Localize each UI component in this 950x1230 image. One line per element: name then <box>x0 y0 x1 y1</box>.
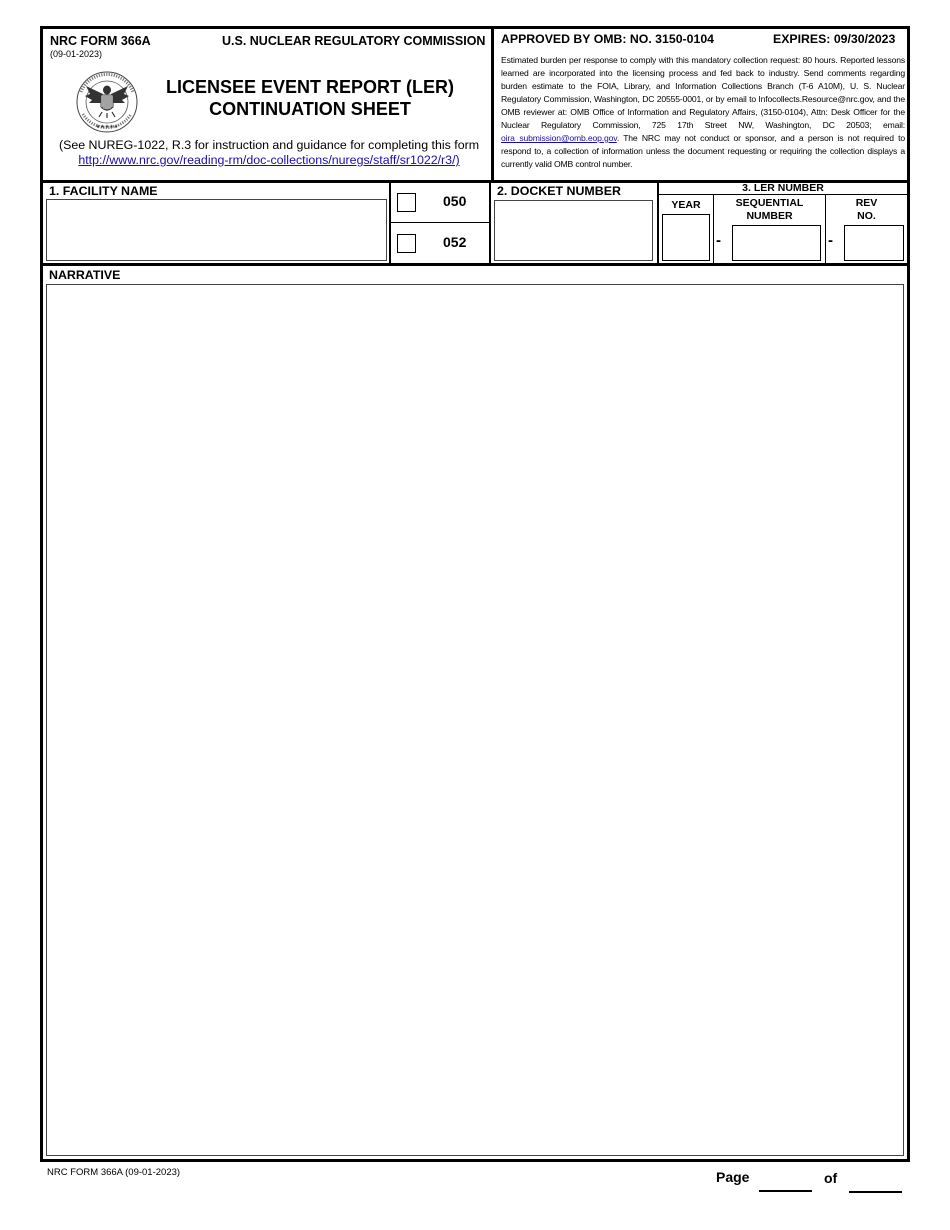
docket-050-checkbox[interactable] <box>397 193 416 212</box>
ler-year-field[interactable] <box>662 214 710 261</box>
ler-label-divider <box>658 194 907 195</box>
form-title-line1: LICENSEE EVENT REPORT (LER) <box>165 77 455 97</box>
sequential-number-label: SEQUENTIAL NUMBER <box>735 197 804 222</box>
facility-divider <box>389 182 391 264</box>
prefix-divider <box>390 222 490 223</box>
guidance-link[interactable]: http://www.nrc.gov/reading-rm/doc-collections/nuregs/staff/sr1022/r3/) <box>78 153 460 167</box>
page-label: Page <box>716 1169 750 1185</box>
narrative-label: NARRATIVE <box>49 268 121 282</box>
docket-number-label: 2. DOCKET NUMBER <box>497 184 621 198</box>
year-label: YEAR <box>671 199 701 211</box>
svg-text:★★★★★: ★★★★★ <box>95 124 119 130</box>
form-date: (09-01-2023) <box>50 49 103 59</box>
year-seq-separator: - <box>716 232 721 249</box>
guidance-text: (See NUREG-1022, R.3 for instruction and guidance for completing this form <box>58 138 480 152</box>
header-vertical-divider <box>491 29 494 181</box>
of-label: of <box>824 1170 838 1186</box>
form-title <box>150 76 470 120</box>
nrc-seal-icon <box>72 70 142 134</box>
ler-rev-field[interactable] <box>844 225 904 261</box>
identification-divider <box>43 263 907 266</box>
docket-052-label: 052 <box>443 234 467 250</box>
docket-052-checkbox[interactable] <box>397 234 416 253</box>
total-pages-field[interactable] <box>849 1191 902 1193</box>
omb-approval: APPROVED BY OMB: NO. 3150-0104 <box>501 32 714 46</box>
rev-number-label: REV NO. <box>855 197 878 222</box>
docket-050-label: 050 <box>443 193 467 209</box>
facility-name-field[interactable] <box>46 199 387 261</box>
agency-name: U.S. NUCLEAR REGULATORY COMMISSION <box>222 34 486 48</box>
seq-rev-separator: - <box>828 232 833 249</box>
form-number: NRC FORM 366A <box>50 34 151 48</box>
facility-name-label: 1. FACILITY NAME <box>49 184 158 198</box>
burden-statement: Estimated burden per response to comply with this mandatory collection request: 80 hours. Reported lessons learned are incorporated into the licensing process and fed back to industry. Send comments regarding burden estimate to the FOIA, Library, and Information Collections Branch (T-6 A10M), U. S. Nuclear Regulatory Commission, Washington, DC 20555-0001, or by email to Infocollects.Resource@nrc.gov, and the OMB reviewer at: OMB Office of Information and Regulatory Affairs, (3150-0104), Attn: Desk Officer for the Nuclear Regulatory Commission, 725 17th Street NW, Washington, DC 20503; email: oira_submission@omb.eop.gov. The NRC may not conduct or sponsor, and a person is not required to respond to, a collection of information unless the document requesting or requiring the collection displays a currently valid OMB control number. <box>501 55 905 169</box>
ler-number-label: 3. LER NUMBER <box>742 182 824 194</box>
docket-divider <box>489 182 491 264</box>
guidance-block <box>48 138 490 168</box>
docket-number-field[interactable] <box>494 200 653 261</box>
page-number-field[interactable] <box>759 1190 812 1192</box>
footer-form-reference: NRC FORM 366A (09-01-2023) <box>47 1167 181 1178</box>
burden-email-link[interactable]: oira_submission@omb.eop.gov <box>501 133 617 143</box>
ler-sequential-field[interactable] <box>732 225 821 261</box>
form-title-line2: CONTINUATION SHEET <box>209 99 411 119</box>
narrative-field[interactable] <box>46 284 904 1156</box>
expiration-date: EXPIRES: 09/30/2023 <box>773 32 896 46</box>
